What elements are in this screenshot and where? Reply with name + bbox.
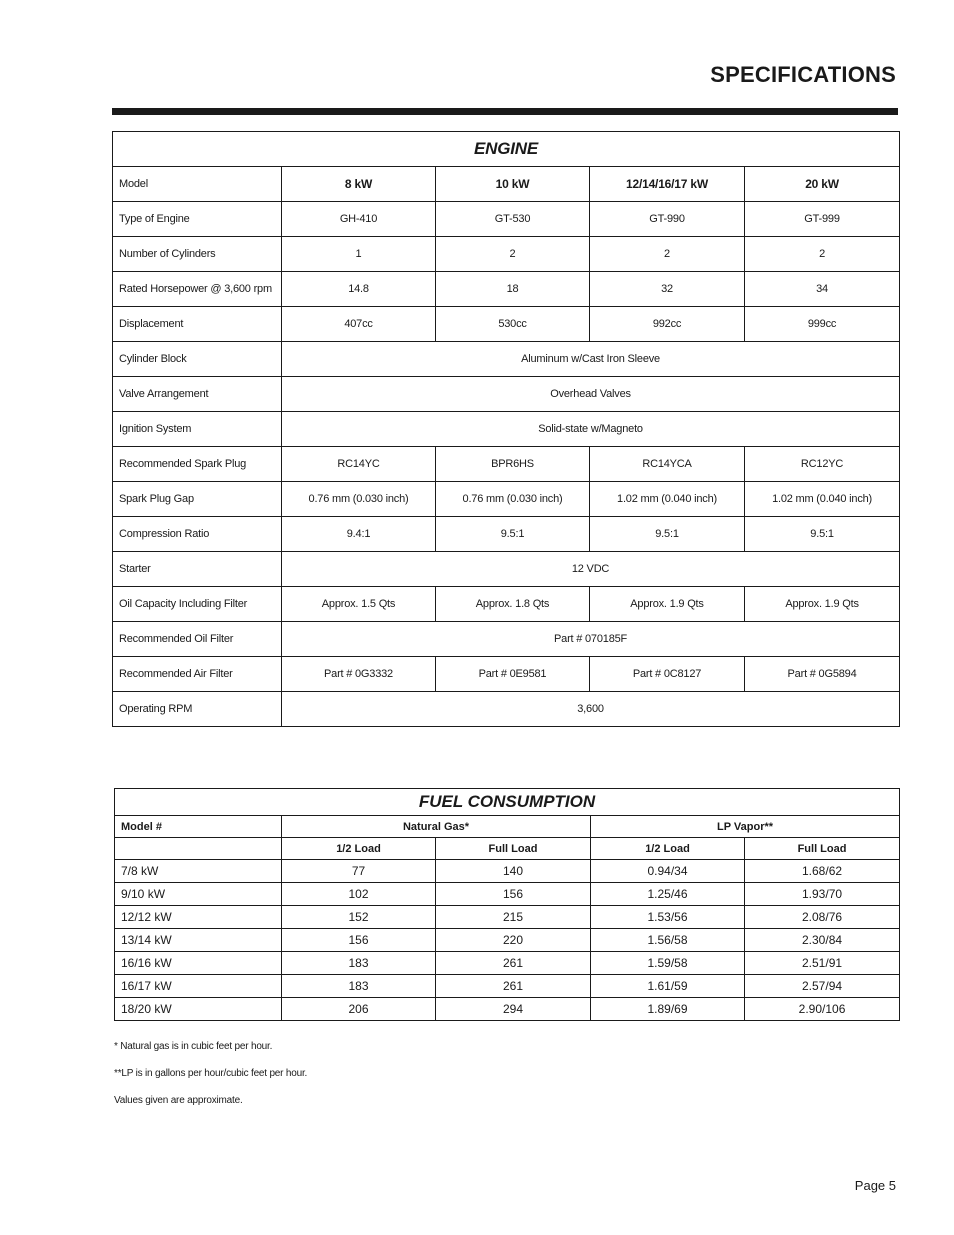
spec-value: 3,600: [282, 692, 900, 727]
spec-value: 992cc: [590, 307, 745, 342]
spec-value: 9.5:1: [590, 517, 745, 552]
spec-value: Part # 0G5894: [745, 657, 900, 692]
spec-label: Oil Capacity Including Filter: [113, 587, 282, 622]
spec-label: Recommended Oil Filter: [113, 622, 282, 657]
fuel-value: 215: [436, 906, 591, 929]
fuel-value: 220: [436, 929, 591, 952]
spec-value: GT-990: [590, 202, 745, 237]
title-rule: [112, 108, 898, 115]
spec-value: Approx. 1.5 Qts: [282, 587, 436, 622]
engine-spec-row: [113, 482, 900, 517]
fuel-value: 261: [436, 975, 591, 998]
empty-header-cell: [115, 838, 282, 860]
fuel-model: 7/8 kW: [115, 860, 282, 883]
load-header: 1/2 Load: [591, 838, 745, 860]
fuel-row: [115, 952, 900, 975]
spec-value: Approx. 1.9 Qts: [590, 587, 745, 622]
spec-value: RC14YC: [282, 447, 436, 482]
footnote-approximate: Values given are approximate.: [114, 1095, 243, 1106]
fuel-table-title: FUEL CONSUMPTION: [115, 789, 900, 816]
fuel-value: 1.68/62: [745, 860, 900, 883]
engine-spec-row: [113, 377, 900, 412]
spec-value: 9.5:1: [436, 517, 590, 552]
engine-spec-row: [113, 692, 900, 727]
spec-value: 1.02 mm (0.040 inch): [745, 482, 900, 517]
model-col-header: 8 kW: [282, 167, 436, 202]
fuel-value: 156: [282, 929, 436, 952]
spec-label: Rated Horsepower @ 3,600 rpm: [113, 272, 282, 307]
spec-value: 530cc: [436, 307, 590, 342]
spec-value: GT-530: [436, 202, 590, 237]
engine-spec-row: [113, 237, 900, 272]
spec-value: RC14YCA: [590, 447, 745, 482]
spec-label: Spark Plug Gap: [113, 482, 282, 517]
fuel-row: [115, 860, 900, 883]
fuel-value: 183: [282, 952, 436, 975]
spec-value: 1: [282, 237, 436, 272]
fuel-value: 1.53/56: [591, 906, 745, 929]
natural-gas-header: Natural Gas*: [282, 816, 591, 838]
fuel-value: 294: [436, 998, 591, 1021]
spec-value: RC12YC: [745, 447, 900, 482]
spec-value: Overhead Valves: [282, 377, 900, 412]
fuel-value: 152: [282, 906, 436, 929]
spec-value: 9.4:1: [282, 517, 436, 552]
model-number-header: Model #: [115, 816, 282, 838]
fuel-value: 183: [282, 975, 436, 998]
engine-spec-row: [113, 657, 900, 692]
spec-value: BPR6HS: [436, 447, 590, 482]
spec-label: Valve Arrangement: [113, 377, 282, 412]
spec-value: 2: [436, 237, 590, 272]
spec-value: 0.76 mm (0.030 inch): [282, 482, 436, 517]
fuel-value: 0.94/34: [591, 860, 745, 883]
spec-label: Compression Ratio: [113, 517, 282, 552]
spec-value: Approx. 1.8 Qts: [436, 587, 590, 622]
fuel-model: 16/16 kW: [115, 952, 282, 975]
fuel-value: 1.61/59: [591, 975, 745, 998]
load-header: 1/2 Load: [282, 838, 436, 860]
fuel-model: 12/12 kW: [115, 906, 282, 929]
fuel-value: 2.90/106: [745, 998, 900, 1021]
fuel-value: 102: [282, 883, 436, 906]
fuel-row: [115, 975, 900, 998]
spec-value: Aluminum w/Cast Iron Sleeve: [282, 342, 900, 377]
spec-label: Starter: [113, 552, 282, 587]
fuel-value: 1.93/70: [745, 883, 900, 906]
spec-label: Recommended Air Filter: [113, 657, 282, 692]
spec-value: 32: [590, 272, 745, 307]
fuel-model: 9/10 kW: [115, 883, 282, 906]
fuel-value: 1.56/58: [591, 929, 745, 952]
engine-spec-row: [113, 587, 900, 622]
spec-value: 2: [590, 237, 745, 272]
fuel-value: 1.89/69: [591, 998, 745, 1021]
fuel-model: 16/17 kW: [115, 975, 282, 998]
spec-label: Type of Engine: [113, 202, 282, 237]
spec-value: 2: [745, 237, 900, 272]
spec-label: Operating RPM: [113, 692, 282, 727]
model-header-label: Model: [113, 167, 282, 202]
fuel-value: 2.08/76: [745, 906, 900, 929]
fuel-row: [115, 906, 900, 929]
footnote-lp: **LP is in gallons per hour/cubic feet per hour.: [114, 1068, 308, 1079]
engine-spec-row: [113, 552, 900, 587]
spec-value: 999cc: [745, 307, 900, 342]
spec-value: Part # 0C8127: [590, 657, 745, 692]
engine-spec-row: [113, 447, 900, 482]
spec-value: 12 VDC: [282, 552, 900, 587]
fuel-value: 2.51/91: [745, 952, 900, 975]
spec-value: Approx. 1.9 Qts: [745, 587, 900, 622]
spec-value: Part # 0E9581: [436, 657, 590, 692]
engine-spec-row: [113, 202, 900, 237]
spec-label: Number of Cylinders: [113, 237, 282, 272]
spec-value: 18: [436, 272, 590, 307]
spec-label: Cylinder Block: [113, 342, 282, 377]
fuel-row: [115, 883, 900, 906]
load-header: Full Load: [436, 838, 591, 860]
fuel-value: 206: [282, 998, 436, 1021]
engine-table: [112, 131, 900, 727]
spec-value: 1.02 mm (0.040 inch): [590, 482, 745, 517]
fuel-model: 18/20 kW: [115, 998, 282, 1021]
engine-spec-row: [113, 342, 900, 377]
fuel-consumption-table: [114, 788, 900, 1021]
engine-spec-row: [113, 272, 900, 307]
model-col-header: 20 kW: [745, 167, 900, 202]
spec-label: Displacement: [113, 307, 282, 342]
engine-table-title: ENGINE: [113, 132, 900, 167]
fuel-value: 77: [282, 860, 436, 883]
spec-value: GH-410: [282, 202, 436, 237]
fuel-value: 1.59/58: [591, 952, 745, 975]
spec-value: Part # 0G3332: [282, 657, 436, 692]
fuel-value: 1.25/46: [591, 883, 745, 906]
page-title: SPECIFICATIONS: [710, 62, 896, 87]
spec-value: 14.8: [282, 272, 436, 307]
spec-value: 0.76 mm (0.030 inch): [436, 482, 590, 517]
lp-vapor-header: LP Vapor**: [591, 816, 900, 838]
engine-header-row: [113, 167, 900, 202]
spec-label: Ignition System: [113, 412, 282, 447]
footnote-natural-gas: * Natural gas is in cubic feet per hour.: [114, 1041, 273, 1052]
model-col-header: 10 kW: [436, 167, 590, 202]
spec-value: 9.5:1: [745, 517, 900, 552]
spec-value: 407cc: [282, 307, 436, 342]
engine-spec-row: [113, 622, 900, 657]
load-header: Full Load: [745, 838, 900, 860]
spec-value: 34: [745, 272, 900, 307]
fuel-value: 156: [436, 883, 591, 906]
spec-value: Part # 070185F: [282, 622, 900, 657]
fuel-value: 261: [436, 952, 591, 975]
model-col-header: 12/14/16/17 kW: [590, 167, 745, 202]
engine-spec-row: [113, 307, 900, 342]
fuel-value: 2.30/84: [745, 929, 900, 952]
spec-label: Recommended Spark Plug: [113, 447, 282, 482]
fuel-value: 140: [436, 860, 591, 883]
page-number: Page 5: [854, 1178, 896, 1193]
engine-spec-row: [113, 517, 900, 552]
engine-spec-row: [113, 412, 900, 447]
spec-value: GT-999: [745, 202, 900, 237]
fuel-model: 13/14 kW: [115, 929, 282, 952]
fuel-value: 2.57/94: [745, 975, 900, 998]
spec-value: Solid-state w/Magneto: [282, 412, 900, 447]
fuel-row: [115, 998, 900, 1021]
fuel-row: [115, 929, 900, 952]
